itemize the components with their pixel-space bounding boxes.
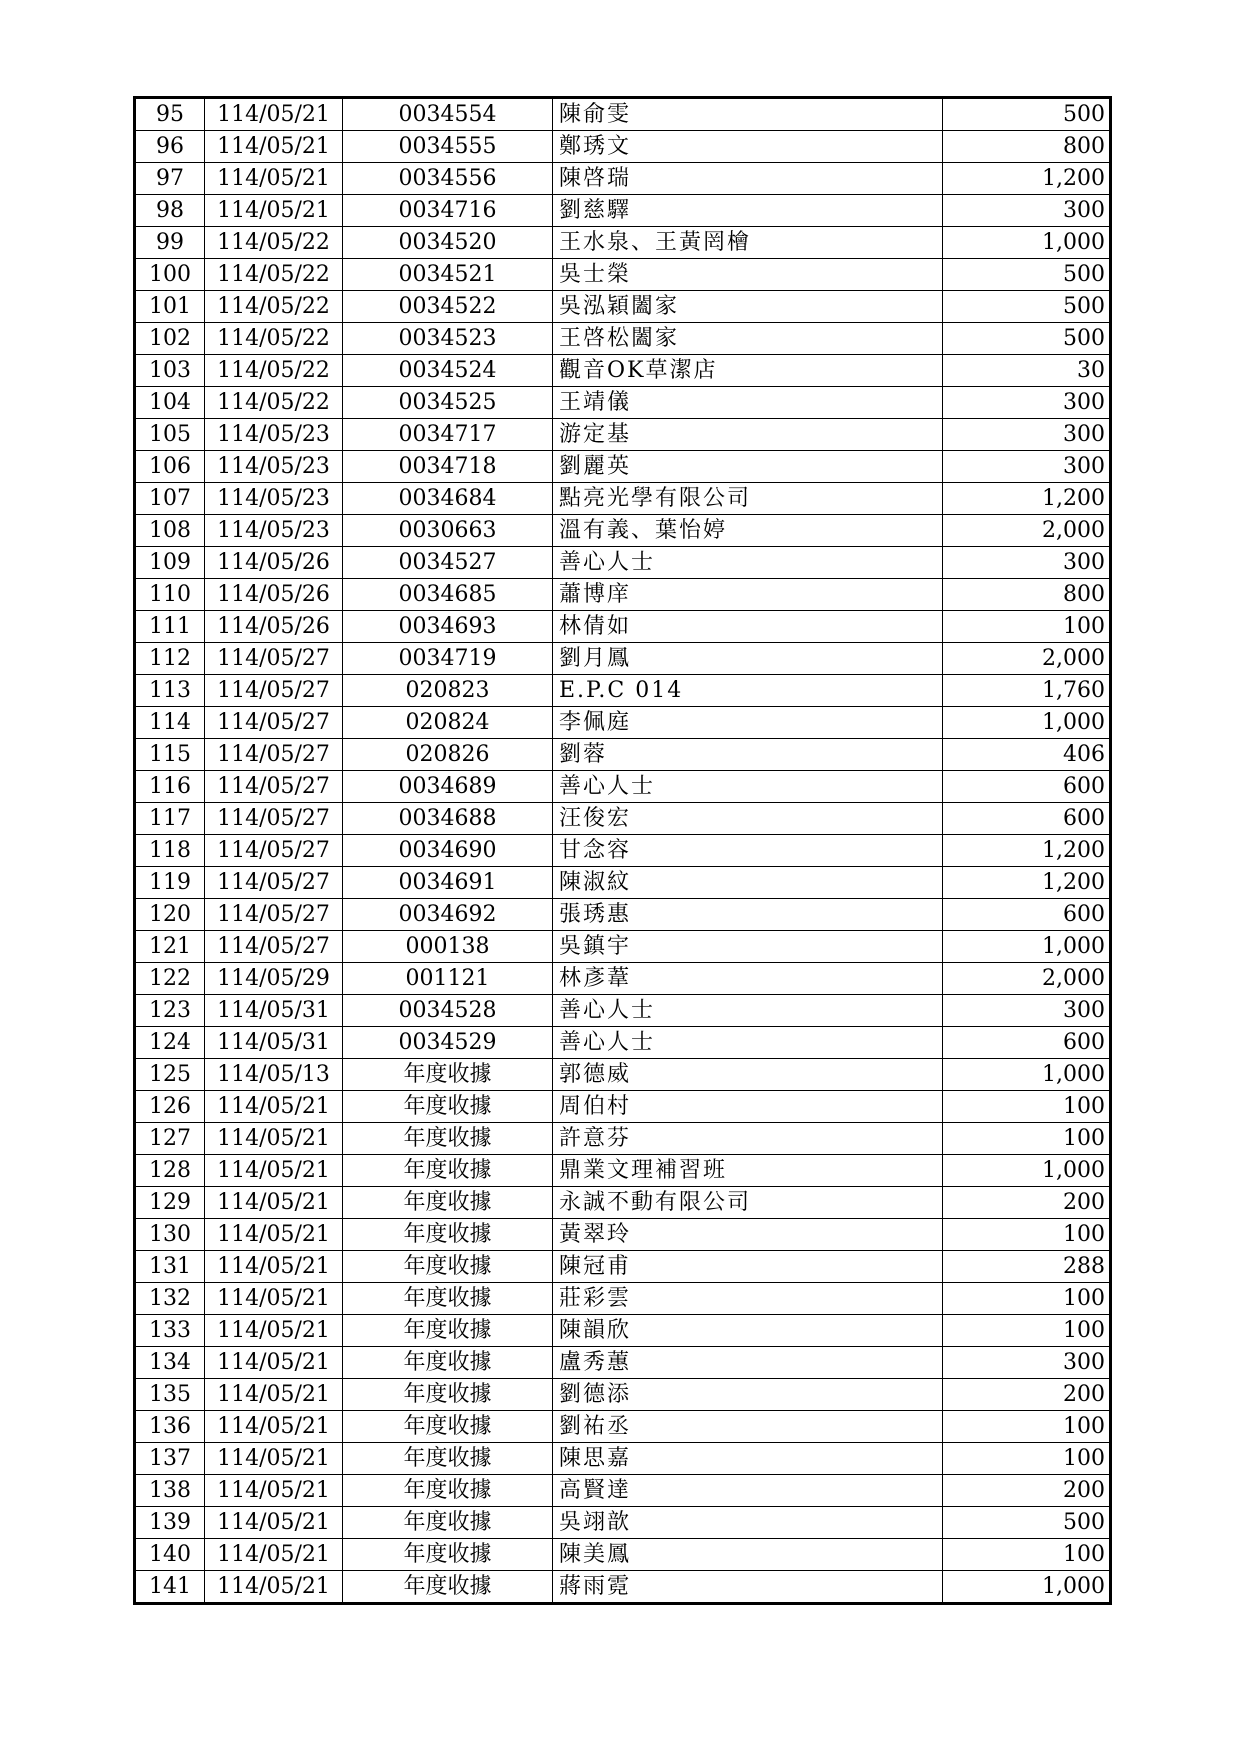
donation-amount: 30: [943, 355, 1111, 387]
table-row: [135, 1475, 1111, 1507]
donation-date: 114/05/27: [205, 739, 343, 771]
donation-amount: 600: [943, 899, 1111, 931]
donation-date: 114/05/21: [205, 98, 343, 131]
table-row: [135, 579, 1111, 611]
table-row: [135, 1443, 1111, 1475]
receipt-number: 年度收據: [343, 1443, 553, 1475]
donation-date: 114/05/21: [205, 1507, 343, 1539]
donation-date: 114/05/27: [205, 771, 343, 803]
donation-amount: 2,000: [943, 643, 1111, 675]
table-row: [135, 835, 1111, 867]
donation-amount: 200: [943, 1475, 1111, 1507]
donation-amount: 600: [943, 803, 1111, 835]
donor-name: 劉麗英: [553, 451, 943, 483]
donation-date: 114/05/31: [205, 1027, 343, 1059]
donor-name: 汪俊宏: [553, 803, 943, 835]
donation-date: 114/05/26: [205, 611, 343, 643]
donor-name: 陳淑紋: [553, 867, 943, 899]
donation-date: 114/05/21: [205, 1219, 343, 1251]
table-row: [135, 1187, 1111, 1219]
donation-date: 114/05/21: [205, 1539, 343, 1571]
receipt-number: 000138: [343, 931, 553, 963]
donation-amount: 300: [943, 995, 1111, 1027]
row-number: 131: [135, 1251, 205, 1283]
row-number: 108: [135, 515, 205, 547]
table-row: [135, 1315, 1111, 1347]
donation-amount: 300: [943, 1347, 1111, 1379]
table-row: [135, 931, 1111, 963]
row-number: 121: [135, 931, 205, 963]
row-number: 137: [135, 1443, 205, 1475]
row-number: 97: [135, 163, 205, 195]
receipt-number: 年度收據: [343, 1507, 553, 1539]
donation-date: 114/05/26: [205, 547, 343, 579]
row-number: 95: [135, 98, 205, 131]
donation-amount: 1,000: [943, 1059, 1111, 1091]
receipt-number: 0034529: [343, 1027, 553, 1059]
donation-amount: 1,000: [943, 1155, 1111, 1187]
donation-date: 114/05/13: [205, 1059, 343, 1091]
table-row: [135, 1219, 1111, 1251]
row-number: 101: [135, 291, 205, 323]
receipt-number: 0034684: [343, 483, 553, 515]
row-number: 106: [135, 451, 205, 483]
receipt-number: 0030663: [343, 515, 553, 547]
receipt-number: 年度收據: [343, 1155, 553, 1187]
donation-amount: 1,760: [943, 675, 1111, 707]
donor-name: 周伯村: [553, 1091, 943, 1123]
donation-date: 114/05/21: [205, 1347, 343, 1379]
donation-date: 114/05/29: [205, 963, 343, 995]
receipt-number: 0034688: [343, 803, 553, 835]
receipt-number: 001121: [343, 963, 553, 995]
row-number: 98: [135, 195, 205, 227]
donor-name: 鼎業文理補習班: [553, 1155, 943, 1187]
table-row: [135, 1283, 1111, 1315]
donation-amount: 500: [943, 291, 1111, 323]
table-row: [135, 675, 1111, 707]
donation-amount: 500: [943, 98, 1111, 131]
ledger-body: [135, 98, 1111, 1604]
donation-date: 114/05/27: [205, 707, 343, 739]
donation-amount: 2,000: [943, 963, 1111, 995]
table-row: [135, 867, 1111, 899]
donor-name: 永誠不動有限公司: [553, 1187, 943, 1219]
row-number: 112: [135, 643, 205, 675]
donor-name: 莊彩雲: [553, 1283, 943, 1315]
donation-amount: 800: [943, 579, 1111, 611]
donation-ledger-table: [133, 96, 1112, 1605]
row-number: 136: [135, 1411, 205, 1443]
table-row: [135, 355, 1111, 387]
donor-name: 黃翠玲: [553, 1219, 943, 1251]
donor-name: 劉蓉: [553, 739, 943, 771]
donation-date: 114/05/21: [205, 1283, 343, 1315]
receipt-number: 0034555: [343, 131, 553, 163]
donation-amount: 200: [943, 1187, 1111, 1219]
row-number: 100: [135, 259, 205, 291]
donation-amount: 300: [943, 195, 1111, 227]
receipt-number: 年度收據: [343, 1059, 553, 1091]
row-number: 96: [135, 131, 205, 163]
donation-date: 114/05/27: [205, 899, 343, 931]
donation-date: 114/05/27: [205, 803, 343, 835]
donation-amount: 1,200: [943, 867, 1111, 899]
receipt-number: 0034716: [343, 195, 553, 227]
donation-amount: 1,200: [943, 483, 1111, 515]
row-number: 129: [135, 1187, 205, 1219]
donation-amount: 1,200: [943, 835, 1111, 867]
donation-date: 114/05/22: [205, 323, 343, 355]
table-row: [135, 1507, 1111, 1539]
row-number: 113: [135, 675, 205, 707]
donation-date: 114/05/22: [205, 387, 343, 419]
donor-name: 劉月鳳: [553, 643, 943, 675]
donation-amount: 100: [943, 611, 1111, 643]
row-number: 125: [135, 1059, 205, 1091]
donation-date: 114/05/21: [205, 1251, 343, 1283]
donor-name: 吳泓穎闔家: [553, 291, 943, 323]
donation-amount: 100: [943, 1443, 1111, 1475]
donor-name: 吳翊歆: [553, 1507, 943, 1539]
receipt-number: 年度收據: [343, 1315, 553, 1347]
donation-amount: 406: [943, 739, 1111, 771]
donation-amount: 800: [943, 131, 1111, 163]
donor-name: 王靖儀: [553, 387, 943, 419]
receipt-number: 0034556: [343, 163, 553, 195]
table-row: [135, 1571, 1111, 1604]
donor-name: E.P.C 014: [553, 675, 943, 707]
donor-name: 善心人士: [553, 995, 943, 1027]
donation-amount: 1,000: [943, 227, 1111, 259]
donation-date: 114/05/21: [205, 163, 343, 195]
donation-date: 114/05/22: [205, 291, 343, 323]
donor-name: 陳韻欣: [553, 1315, 943, 1347]
row-number: 133: [135, 1315, 205, 1347]
donation-date: 114/05/21: [205, 1155, 343, 1187]
donation-amount: 300: [943, 451, 1111, 483]
row-number: 103: [135, 355, 205, 387]
table-row: [135, 963, 1111, 995]
row-number: 115: [135, 739, 205, 771]
receipt-number: 0034689: [343, 771, 553, 803]
donation-amount: 100: [943, 1539, 1111, 1571]
receipt-number: 年度收據: [343, 1091, 553, 1123]
table-row: [135, 643, 1111, 675]
donation-date: 114/05/23: [205, 515, 343, 547]
row-number: 119: [135, 867, 205, 899]
row-number: 105: [135, 419, 205, 451]
donation-date: 114/05/21: [205, 1091, 343, 1123]
row-number: 118: [135, 835, 205, 867]
donation-date: 114/05/23: [205, 483, 343, 515]
receipt-number: 年度收據: [343, 1379, 553, 1411]
donation-date: 114/05/21: [205, 1411, 343, 1443]
receipt-number: 0034718: [343, 451, 553, 483]
table-row: [135, 771, 1111, 803]
row-number: 134: [135, 1347, 205, 1379]
donor-name: 點亮光學有限公司: [553, 483, 943, 515]
donor-name: 甘念容: [553, 835, 943, 867]
row-number: 130: [135, 1219, 205, 1251]
donor-name: 許意芬: [553, 1123, 943, 1155]
table-row: [135, 1251, 1111, 1283]
donor-name: 高賢達: [553, 1475, 943, 1507]
donation-amount: 288: [943, 1251, 1111, 1283]
table-row: [135, 259, 1111, 291]
donor-name: 善心人士: [553, 1027, 943, 1059]
donation-amount: 1,200: [943, 163, 1111, 195]
table-row: [135, 515, 1111, 547]
receipt-number: 0034522: [343, 291, 553, 323]
table-row: [135, 547, 1111, 579]
donation-date: 114/05/21: [205, 1379, 343, 1411]
receipt-number: 0034528: [343, 995, 553, 1027]
donor-name: 吳鎮宇: [553, 931, 943, 963]
donation-date: 114/05/22: [205, 355, 343, 387]
donation-date: 114/05/21: [205, 131, 343, 163]
table-row: [135, 1027, 1111, 1059]
row-number: 110: [135, 579, 205, 611]
table-row: [135, 131, 1111, 163]
table-row: [135, 387, 1111, 419]
donor-name: 陳思嘉: [553, 1443, 943, 1475]
receipt-number: 0034524: [343, 355, 553, 387]
row-number: 123: [135, 995, 205, 1027]
donation-amount: 100: [943, 1091, 1111, 1123]
receipt-number: 年度收據: [343, 1123, 553, 1155]
row-number: 122: [135, 963, 205, 995]
receipt-number: 年度收據: [343, 1347, 553, 1379]
donor-name: 林倩如: [553, 611, 943, 643]
donation-date: 114/05/27: [205, 931, 343, 963]
table-row: [135, 227, 1111, 259]
donation-date: 114/05/21: [205, 1315, 343, 1347]
row-number: 117: [135, 803, 205, 835]
donation-amount: 500: [943, 259, 1111, 291]
row-number: 124: [135, 1027, 205, 1059]
receipt-number: 0034717: [343, 419, 553, 451]
donation-date: 114/05/27: [205, 835, 343, 867]
table-row: [135, 1347, 1111, 1379]
table-row: [135, 1379, 1111, 1411]
receipt-number: 020824: [343, 707, 553, 739]
row-number: 140: [135, 1539, 205, 1571]
row-number: 141: [135, 1571, 205, 1604]
table-row: [135, 323, 1111, 355]
row-number: 139: [135, 1507, 205, 1539]
row-number: 126: [135, 1091, 205, 1123]
row-number: 102: [135, 323, 205, 355]
table-row: [135, 803, 1111, 835]
row-number: 114: [135, 707, 205, 739]
table-row: [135, 451, 1111, 483]
donor-name: 王啓松闔家: [553, 323, 943, 355]
donation-amount: 100: [943, 1283, 1111, 1315]
table-row: [135, 98, 1111, 131]
receipt-number: 0034719: [343, 643, 553, 675]
donation-date: 114/05/21: [205, 1475, 343, 1507]
table-row: [135, 419, 1111, 451]
receipt-number: 年度收據: [343, 1219, 553, 1251]
row-number: 107: [135, 483, 205, 515]
row-number: 132: [135, 1283, 205, 1315]
table-row: [135, 1155, 1111, 1187]
donor-name: 陳俞雯: [553, 98, 943, 131]
donor-name: 鄭琇文: [553, 131, 943, 163]
table-row: [135, 291, 1111, 323]
row-number: 104: [135, 387, 205, 419]
receipt-number: 年度收據: [343, 1283, 553, 1315]
donor-name: 劉慈驛: [553, 195, 943, 227]
row-number: 116: [135, 771, 205, 803]
donation-amount: 1,000: [943, 1571, 1111, 1604]
donation-amount: 100: [943, 1219, 1111, 1251]
row-number: 138: [135, 1475, 205, 1507]
donor-name: 游定基: [553, 419, 943, 451]
donation-date: 114/05/27: [205, 643, 343, 675]
donor-name: 善心人士: [553, 547, 943, 579]
receipt-number: 0034520: [343, 227, 553, 259]
table-row: [135, 899, 1111, 931]
donation-amount: 2,000: [943, 515, 1111, 547]
donation-date: 114/05/23: [205, 419, 343, 451]
donor-name: 吳士榮: [553, 259, 943, 291]
receipt-number: 0034525: [343, 387, 553, 419]
donation-amount: 1,000: [943, 931, 1111, 963]
donation-date: 114/05/21: [205, 1123, 343, 1155]
row-number: 109: [135, 547, 205, 579]
donation-date: 114/05/27: [205, 867, 343, 899]
donation-amount: 500: [943, 323, 1111, 355]
donor-name: 善心人士: [553, 771, 943, 803]
donor-name: 觀音OK草潔店: [553, 355, 943, 387]
donor-name: 劉德添: [553, 1379, 943, 1411]
donor-name: 蔣雨霓: [553, 1571, 943, 1604]
donor-name: 郭德威: [553, 1059, 943, 1091]
receipt-number: 年度收據: [343, 1187, 553, 1219]
receipt-number: 年度收據: [343, 1251, 553, 1283]
table-row: [135, 1539, 1111, 1571]
receipt-number: 0034527: [343, 547, 553, 579]
receipt-number: 0034692: [343, 899, 553, 931]
donation-amount: 600: [943, 1027, 1111, 1059]
donation-amount: 500: [943, 1507, 1111, 1539]
donation-date: 114/05/22: [205, 227, 343, 259]
receipt-number: 年度收據: [343, 1539, 553, 1571]
table-row: [135, 1091, 1111, 1123]
row-number: 135: [135, 1379, 205, 1411]
table-row: [135, 707, 1111, 739]
donation-amount: 100: [943, 1123, 1111, 1155]
donor-name: 陳冠甫: [553, 1251, 943, 1283]
receipt-number: 0034554: [343, 98, 553, 131]
receipt-number: 0034690: [343, 835, 553, 867]
donor-name: 李佩庭: [553, 707, 943, 739]
table-row: [135, 1411, 1111, 1443]
row-number: 111: [135, 611, 205, 643]
donor-name: 劉祐丞: [553, 1411, 943, 1443]
donation-amount: 200: [943, 1379, 1111, 1411]
table-row: [135, 739, 1111, 771]
receipt-number: 020823: [343, 675, 553, 707]
receipt-number: 0034521: [343, 259, 553, 291]
donor-name: 溫有義、葉怡婷: [553, 515, 943, 547]
row-number: 99: [135, 227, 205, 259]
donation-date: 114/05/27: [205, 675, 343, 707]
donation-amount: 100: [943, 1411, 1111, 1443]
donation-date: 114/05/21: [205, 1571, 343, 1604]
row-number: 128: [135, 1155, 205, 1187]
table-row: [135, 1123, 1111, 1155]
donor-name: 陳啓瑞: [553, 163, 943, 195]
donation-date: 114/05/21: [205, 1443, 343, 1475]
receipt-number: 0034693: [343, 611, 553, 643]
donor-name: 王水泉、王黃罔檜: [553, 227, 943, 259]
receipt-number: 0034691: [343, 867, 553, 899]
donation-date: 114/05/31: [205, 995, 343, 1027]
donation-date: 114/05/23: [205, 451, 343, 483]
table-row: [135, 995, 1111, 1027]
table-row: [135, 163, 1111, 195]
row-number: 120: [135, 899, 205, 931]
donor-name: 陳美鳳: [553, 1539, 943, 1571]
receipt-number: 年度收據: [343, 1571, 553, 1604]
table-row: [135, 195, 1111, 227]
receipt-number: 020826: [343, 739, 553, 771]
donor-name: 蕭博庠: [553, 579, 943, 611]
receipt-number: 年度收據: [343, 1411, 553, 1443]
donation-date: 114/05/21: [205, 195, 343, 227]
table-row: [135, 483, 1111, 515]
donation-amount: 1,000: [943, 707, 1111, 739]
donation-date: 114/05/21: [205, 1187, 343, 1219]
table-row: [135, 611, 1111, 643]
donation-amount: 300: [943, 387, 1111, 419]
donor-name: 林彥葦: [553, 963, 943, 995]
row-number: 127: [135, 1123, 205, 1155]
donation-amount: 300: [943, 419, 1111, 451]
table-row: [135, 1059, 1111, 1091]
donor-name: 張琇惠: [553, 899, 943, 931]
donor-name: 盧秀蕙: [553, 1347, 943, 1379]
donation-amount: 300: [943, 547, 1111, 579]
receipt-number: 年度收據: [343, 1475, 553, 1507]
receipt-number: 0034523: [343, 323, 553, 355]
receipt-number: 0034685: [343, 579, 553, 611]
donation-date: 114/05/26: [205, 579, 343, 611]
donation-amount: 600: [943, 771, 1111, 803]
donation-date: 114/05/22: [205, 259, 343, 291]
donation-amount: 100: [943, 1315, 1111, 1347]
